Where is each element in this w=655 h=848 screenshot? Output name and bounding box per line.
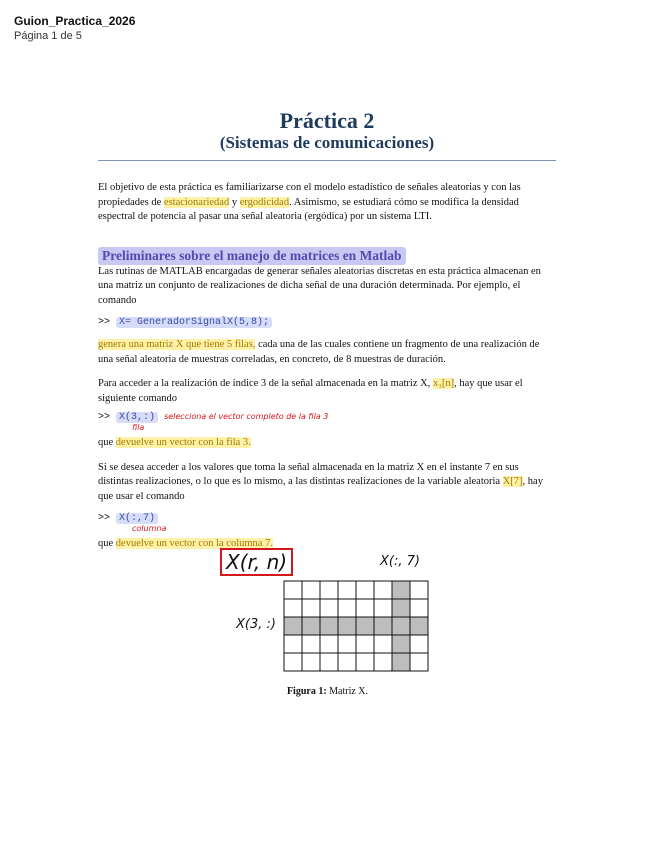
matrix-cell — [320, 599, 338, 617]
code-prompt: >> — [98, 513, 111, 524]
matrix-cell — [338, 635, 356, 653]
handwritten-annotation-columna: columna — [132, 524, 167, 533]
document-page — [98, 104, 556, 552]
page-title: Práctica 2 — [279, 108, 375, 133]
figure-caption-label: Figura 1: — [286, 686, 327, 697]
code-prompt: >> — [98, 317, 111, 328]
matrix-cell — [374, 581, 392, 599]
intro-paragraph — [98, 181, 556, 225]
matrix-cell — [374, 617, 392, 635]
matrix-cell — [338, 581, 356, 599]
matrix-cell — [374, 599, 392, 617]
figure-row-label: X(3, :) — [236, 617, 276, 632]
figure-caption — [0, 686, 655, 697]
highlight-x3n: x₃[n] — [432, 378, 455, 389]
matrix-cell — [302, 599, 320, 617]
matrix-cell — [302, 635, 320, 653]
matrix-cell — [284, 581, 302, 599]
title-rule — [98, 160, 556, 161]
matrix-cell — [320, 653, 338, 671]
matrix-cell — [392, 617, 410, 635]
intro-text-3: . Asimismo, se estudiará cómo se modifica la densidad espectral de potencia al pasar una señal aleatoria (ergódica) por un sistema LTI. — [98, 196, 519, 222]
paragraph-3-text-1: Para acceder a la realización de índice 3 de la señal almacenada en la matriz X, — [98, 378, 433, 389]
matrix-cell — [284, 617, 302, 635]
matrix-cell — [410, 617, 428, 635]
page-indicator: Página 1 de 5 — [14, 30, 82, 42]
matrix-cell — [302, 581, 320, 599]
figure-column-label: X(:, 7) — [380, 554, 420, 569]
matrix-cell — [374, 635, 392, 653]
code-command: X(:,7) — [116, 513, 158, 524]
paragraph-4 — [98, 436, 556, 451]
matrix-cell — [338, 599, 356, 617]
figure-caption-text: Matriz X. — [326, 686, 369, 697]
matrix-cell — [392, 581, 410, 599]
matrix-cell — [374, 653, 392, 671]
paragraph-5-text-1: Si se desea acceder a los valores que toma la señal almacenada en la matriz X en el instante 7 en sus distintas realizaciones, o lo que es lo mismo, a las distintas realizaciones de la variable aleatoria — [98, 461, 519, 487]
matrix-cell — [410, 581, 428, 599]
document-name: Guion_Practica_2026 — [14, 14, 136, 28]
handwritten-annotation: selecciona el vector completo de la fila 3 — [164, 412, 329, 421]
viewer-header — [14, 14, 135, 42]
matrix-cell — [284, 653, 302, 671]
matrix-cell — [410, 653, 428, 671]
matrix-cell — [392, 599, 410, 617]
paragraph-6-text: que — [98, 538, 116, 549]
page-subtitle: (Sistemas de comunicaciones) — [219, 133, 435, 152]
matrix-cell — [410, 635, 428, 653]
matrix-grid — [283, 580, 429, 672]
matrix-cell — [320, 635, 338, 653]
paragraph-2-text: cada una de las cuales contiene un fragmento de una realización de una señal aleatoria de muestras correladas, en concreto, de 8 muestras de duración. — [98, 339, 540, 365]
highlight-fila-3: devuelve un vector con la fila 3. — [115, 437, 251, 448]
paragraph-5-text-2: , hay que usar el comando — [98, 476, 543, 502]
highlight-ergodicidad: ergodicidad — [239, 196, 290, 208]
matrix-cell — [356, 581, 374, 599]
matrix-cell — [302, 653, 320, 671]
matrix-cell — [410, 599, 428, 617]
matrix-cell — [302, 617, 320, 635]
code-command: X= GeneradorSignalX(5,8); — [116, 317, 272, 328]
code-command: X(3,:) — [116, 412, 158, 423]
matrix-cell — [338, 617, 356, 635]
matrix-cell — [392, 635, 410, 653]
matrix-cell — [284, 635, 302, 653]
paragraph-2 — [98, 338, 556, 367]
matrix-cell — [356, 599, 374, 617]
code-prompt: >> — [98, 412, 111, 423]
matrix-cell — [320, 581, 338, 599]
matrix-cell — [356, 653, 374, 671]
paragraph-4-text: que — [98, 437, 116, 448]
highlight-estacionariedad: estacionariedad — [163, 196, 230, 208]
matrix-cell — [392, 653, 410, 671]
paragraph-1: Las rutinas de MATLAB encargadas de generar señales aleatorias discretas en esta práctica almacenan en una matriz un conjunto de realizaciones de dicha señal de una duración determinada. Por ejemplo, el comando — [98, 265, 541, 306]
matrix-cell — [356, 617, 374, 635]
paragraph-3 — [98, 377, 556, 406]
matrix-cell — [320, 617, 338, 635]
matrix-cell — [338, 653, 356, 671]
matrix-figure — [220, 548, 435, 678]
highlight-x7: X[7] — [502, 476, 523, 487]
code-line-1 — [98, 316, 556, 330]
paragraph-5 — [98, 461, 556, 505]
handwritten-annotation-fila: fila — [132, 423, 145, 432]
highlight-columna-7: devuelve un vector con la columna 7. — [115, 538, 273, 549]
figure-main-label: X(r, n) — [220, 548, 293, 576]
matrix-cell — [356, 635, 374, 653]
highlight-genera: genera una matriz X que tiene 5 filas, — [98, 339, 256, 350]
matrix-cell — [284, 599, 302, 617]
section-heading: Preliminares sobre el manejo de matrices en Matlab — [98, 247, 406, 265]
intro-text-2: y — [229, 196, 240, 208]
intro-text-1: El objetivo de esta práctica es familiarizarse con el modelo estadístico de señales aleatorias y con las propiedades de — [98, 182, 521, 208]
paragraph-3-text-2: , hay que usar el siguiente comando — [98, 378, 523, 404]
